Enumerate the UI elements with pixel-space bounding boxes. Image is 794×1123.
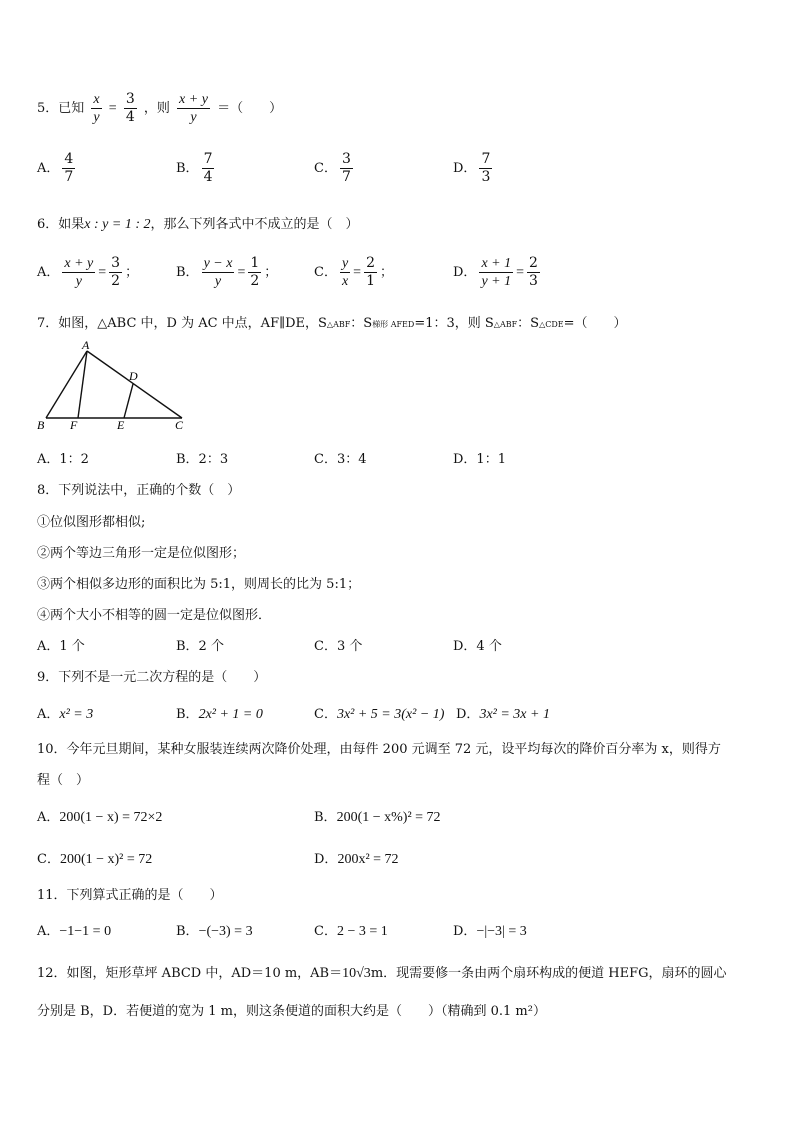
question-12-line-2: 分别是 B，D．若便道的宽为 1 m，则这条便道的面积大约是（ ）（精确到 0.1 m²）: [37, 1004, 546, 1019]
q9-option-d[interactable]: D．3x² = 3x + 1: [456, 707, 550, 722]
q8-option-c[interactable]: C．3 个: [314, 639, 363, 654]
ab-length-value: 10√3: [342, 966, 371, 981]
label-c: C: [175, 418, 184, 430]
q10-option-d[interactable]: D．200x² = 72: [314, 852, 399, 867]
q9-option-c[interactable]: C．3x² + 5 = 3(x² − 1): [314, 707, 445, 722]
question-11-stem: 11．下列算式正确的是（ ）: [37, 888, 223, 903]
q5-fraction-xy-over-y: $\frac{x + y}{y}$: [179, 92, 208, 125]
triangle-figure: [36, 338, 186, 430]
q10-option-c[interactable]: C．200(1 − x)² = 72: [37, 852, 153, 867]
segment-de: [124, 384, 133, 418]
q7-option-b[interactable]: B．2：3: [176, 452, 229, 467]
q5-fraction-x-over-y: $\frac{x}{y}$: [93, 92, 100, 125]
q5-option-d[interactable]: D． $\frac{7}{3}$: [453, 151, 491, 185]
q8-option-d[interactable]: D．4 个: [453, 639, 502, 654]
label-e: E: [117, 418, 125, 430]
label-f: F: [70, 418, 78, 430]
q7-option-c[interactable]: C．3：4: [314, 452, 367, 467]
question-10-line-2: 程（ ）: [37, 773, 90, 788]
q10-option-a[interactable]: A．200(1 − x) = 72×2: [37, 810, 163, 825]
question-12-line-1: 12．如图，矩形草坪 ABCD 中，AD＝10 m，AB＝10√3m．现需要修一条由两个扇环构成的便道 HEFG，扇环的圆心: [37, 966, 727, 981]
question-8-stem: 8．下列说法中，正确的个数（ ）: [37, 483, 241, 498]
q8-statement-3: ③两个相似多边形的面积比为 5:1，则周长的比为 5:1；: [37, 577, 361, 592]
q8-statement-2: ②两个等边三角形一定是位似图形；: [37, 546, 246, 561]
q8-option-b[interactable]: B．2 个: [176, 639, 224, 654]
segment-ac: [87, 351, 182, 418]
q5-option-b[interactable]: B． $\frac{7}{4}$: [176, 151, 213, 185]
q8-statement-1: ①位似图形都相似;: [37, 515, 146, 530]
q7-option-d[interactable]: D．1：1: [453, 452, 506, 467]
q5-prefix: 5．已知: [37, 101, 85, 116]
q6-option-b[interactable]: B． $\frac{y - x}{y}$ = $\frac{1}{2}$ ；: [176, 255, 278, 289]
q5-fraction-3-over-4: $\frac{3}{4}$: [125, 91, 135, 125]
q6-option-c[interactable]: C． $\frac{y}{x}$ = $\frac{2}{1}$ ；: [314, 255, 394, 289]
q8-option-a[interactable]: A．1 个: [37, 639, 85, 654]
q8-statement-4: ④两个大小不相等的圆一定是位似图形．: [37, 608, 272, 623]
q10-option-b[interactable]: B．200(1 − x%)² = 72: [314, 810, 441, 825]
q11-option-b[interactable]: B．−(−3) = 3: [176, 924, 253, 939]
question-5-stem: 5．已知 $\frac{x}{y}$ = $\frac{3}{4}$ ，则 $\frac{x + y}{y}$ ＝（ ）: [37, 91, 283, 125]
q5-option-a[interactable]: A． $\frac{4}{7}$: [37, 151, 74, 185]
question-6-stem: 6．如果x : y = 1 : 2，那么下列各式中不成立的是（ ）: [37, 217, 359, 232]
question-7-stem: 7．如图，△ABC 中，D 为 AC 中点，AF∥DE，S△ABF：S梯形 AFED=1：3，则 S△ABF：S△CDE=（ ）: [37, 316, 627, 331]
q6-ratio: x : y = 1 : 2: [84, 217, 151, 232]
q11-option-c[interactable]: C．2 − 3 = 1: [314, 924, 388, 939]
q11-option-d[interactable]: D．−|−3| = 3: [453, 924, 527, 939]
question-9-stem: 9．下列不是一元二次方程的是（ ）: [37, 670, 267, 685]
question-10-line-1: 10．今年元旦期间，某种女服装连续两次降价处理，由每件 200 元调至 72 元，设平均每次的降价百分率为 x，则得方: [37, 742, 721, 757]
q6-option-d[interactable]: D． $\frac{x + 1}{y + 1}$ = $\frac{2}{3}$: [453, 255, 538, 289]
label-b: B: [37, 418, 45, 430]
q11-option-a[interactable]: A．−1−1 = 0: [37, 924, 112, 939]
q5-option-c[interactable]: C． $\frac{3}{7}$: [314, 151, 351, 185]
q9-option-a[interactable]: A．x² = 3: [37, 707, 94, 722]
segment-af: [78, 351, 87, 418]
label-a: A: [82, 338, 90, 352]
q6-option-a[interactable]: A． $\frac{x + y}{y}$ = $\frac{3}{2}$ ；: [37, 255, 139, 289]
segment-ab: [46, 351, 87, 418]
q9-option-b[interactable]: B．2x² + 1 = 0: [176, 707, 263, 722]
label-d: D: [129, 369, 138, 383]
q7-option-a[interactable]: A．1：2: [37, 452, 89, 467]
